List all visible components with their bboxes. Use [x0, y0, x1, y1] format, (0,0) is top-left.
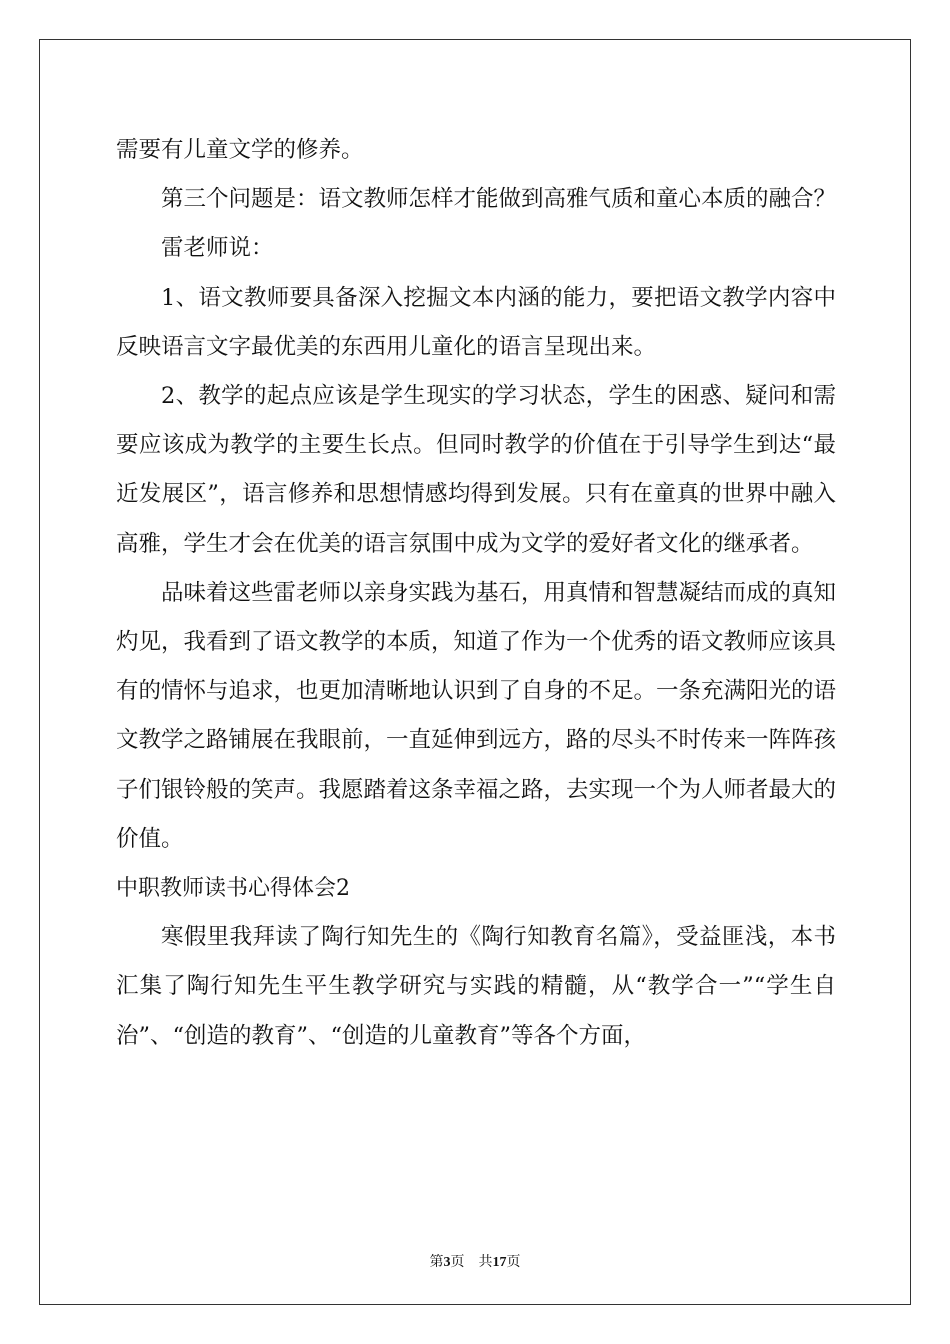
page-total-number: 17	[492, 1255, 507, 1270]
section-heading: 中职教师读书心得体会2	[116, 876, 350, 902]
paragraph: 品味着这些雷老师以亲身实践为基石，用真情和智慧凝结而成的真知灼见，我看到了语文教学的本质，知道了作为一个优秀的语文教师应该具有的情怀与追求，也更加清晰地认识到了自身的不足。一条充满阳光的语文教学之路铺展在我眼前，一直延伸到远方，路的尽头不时传来一阵阵孩子们银铃般的笑声。我愿踏着这条幸福之路，去实现一个为人师者最大的价值。	[116, 579, 837, 852]
paragraph: 需要有儿童文学的修养。	[116, 137, 364, 163]
page-footer	[0, 1251, 950, 1271]
paragraph: 雷老师说：	[161, 235, 274, 262]
paragraph: 1、语文教师要具备深入挖掘文本内涵的能力，要把语文教学内容中反映语言文字最优美的东西用儿童化的语言呈现出来。	[116, 284, 836, 360]
paragraph: 寒假里我拜读了陶行知先生的《陶行知教育名篇》，受益匪浅，本书汇集了陶行知先生平生教学研究与实践的精髓，从“教学合一”“学生自治”、“创造的教育”、“创造的儿童教育”等各个方面，	[116, 924, 836, 1049]
page-suffix: 页	[506, 1255, 521, 1270]
page-mid: 页 共	[450, 1255, 493, 1270]
document-body	[116, 126, 836, 1061]
paragraph: 第三个问题是：语文教师怎样才能做到高雅气质和童心本质的融合？	[161, 186, 837, 213]
paragraph: 2、教学的起点应该是学生现实的学习状态，学生的困惑、疑问和需要应该成为教学的主要生长点。但同时教学的价值在于引导学生到达“最近发展区”，语言修养和思想情感均得到发展。只有在童真的世界中融入高雅，学生才会在优美的语言氛围中成为文学的爱好者文化的继承者。	[116, 383, 836, 557]
page-prefix: 第	[429, 1255, 444, 1270]
page-current-number: 3	[443, 1255, 451, 1270]
